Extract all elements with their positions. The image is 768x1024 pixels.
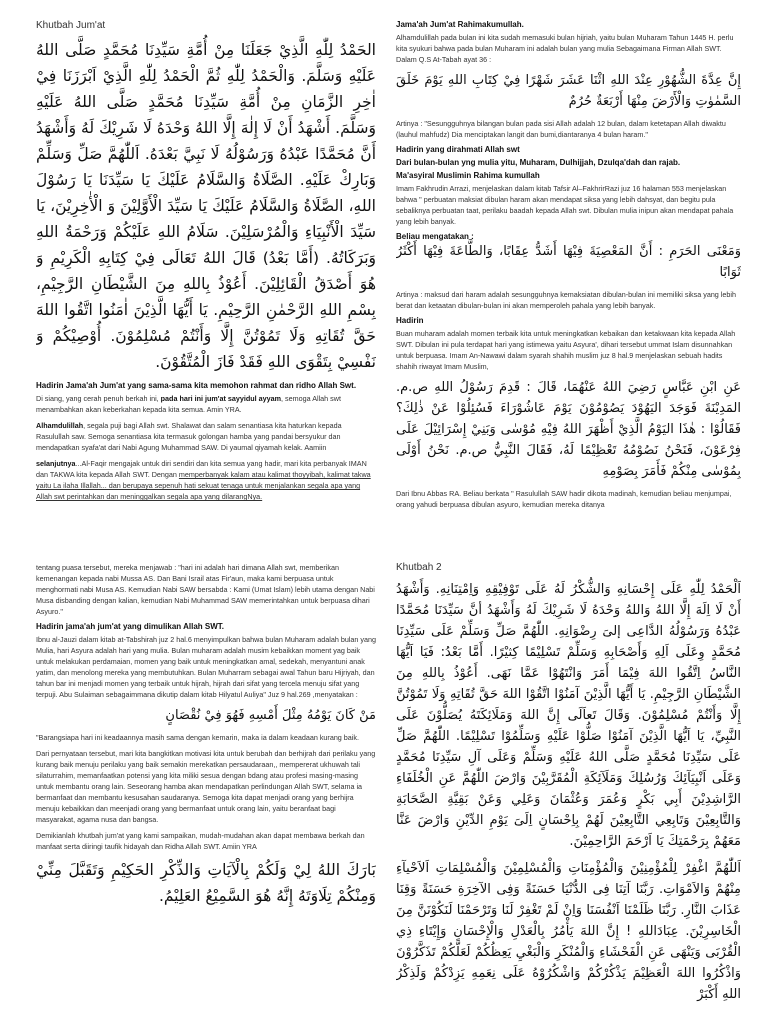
paragraph-alhamdulillah: Alhamdulillah, segala puji bagi Allah swt. Shalawat dan salam senantiasa kita haturkan kepada Rasulullah saw. Semoga senantiasa kita termasuk golongan hamba yang pandai bersyukur dan mendapatkan syafa'at dari Nabi Agung Muhammad SAW. Di yaumal qiyamah kelak. Aamiin [36, 421, 342, 452]
verse-translation: Artinya : "Sesungguhnya bilangan bulan pada sisi Allah adalah 12 bulan, dalam ketetapan Allah diwaktu (lauhul mahfudz) Dia menciptakan langit dan bumi,diantaranya 4 bulan haram." [396, 119, 726, 139]
arabic-hadith: عَنِ ابْنِ عَبَّاسٍ رَضِيَ اللهُ عَنْهُمَا، قَالَ : قَدِمَ رَسُوْلُ اللهِ ص.م. المَدِيْنَةَ فَوَجَدَ اليَهُوْدَ يَصُوْمُوْنَ يَوْمَ عَاشُوْرَاءَ فَسُئِلُوْا عَنْ ذٰلِكَ؟ فَقَالُوْا : هٰذَا اليَوْمُ الَّذِيْ أَظْهَرَ اللهُ فِيْهِ مُوْسٰى وَبَنِيْ إِسْرَائِيْلَ عَلَى فِرْعَوْنَ، فَنَحْنُ نَصُوْمُهُ تَعْظِيْمًا لَهُ، فَقَالَ النَّبِيُّ ص.م. نَحْنُ أَوْلَى بِمُوْسٰى مِنْكُمْ فَأَمَرَ بِصَوْمِهِ [396, 380, 741, 479]
paragraph-arrazi: Imam Fakhrudin Arrazi, menjelaskan dalam kitab Tafsir Al–FakhrirRazi juz 16 halaman 553 menjelaskan bahwa " perbuatan maksiat dibulan haram akan mendapat siksa yang lebih dahsyat, dan begitu pula sebaliknya perbuatan taat, perilaku baadah kepada Allah swt. Dibulan mulia inipun akan mendapat pahala yang lebih banyak. [396, 184, 734, 226]
paragraph-selanjutnya: selanjutnya...Al-Faqir mengajak untuk diri sendiri dan kita semua yang hadir, mari kita perbanyak IMAN dan TAKWA kita kepada Allah SWT. Dengan memperbanyak kalam atau kalimat thoyyibah, kalimat takwa yaitu La ilaha Illallah... dan berupaya sepenuh hati sekuat tenaga untuk menjalankan segala apa yang Allah swt perintahkan dan meninggalkan segala apa yang dilarangNya. [36, 459, 371, 501]
beliau-label: Beliau mengatakan : [396, 232, 474, 241]
section-heading: Hadirin yang dirahmati Allah swt [396, 145, 520, 154]
paragraph-opening: Di siang, yang cerah penuh berkah ini, pada hari ini jum'at sayyidul ayyam, semoga Allah swt menambahkan akan keberkahan kepada kita semua. Amin YRA. [36, 394, 341, 414]
khutbah-1-third-part [36, 562, 376, 1017]
arabic-closing-prayer: بَارَكَ اللهُ لِيْ وَلَكُمْ بِالْآيَاتِ وَالذِّكْرِ الحَكِيْمِ وَتَقَبَّلَ مِنِّيْ وَمِنْكُمْ تِلَاوَتَهُ إِنَّهُ هُوَ السَّمِيْعُ العَلِيْمُ. [36, 861, 376, 905]
paragraph-asyura: Buan muharam adalah momen terbaik kita untuk meningkatkan kebaikan dan ketakwaan kita kepada Allah SWT. Dibulan ini pula terdapat hari yang istimewa yaitu Asyura', dihari tersebut ummat Islam disunnahkan untuk berpuasa. Imam An-Nawawi dalam syarah shahih muslim juz 8 hal.9 menjelaskan sebuah hadits shahih riwayat Imam Muslim, [396, 329, 736, 371]
arabic-opening-text: الحَمْدُ لِلّٰهِ الَّذِيْ جَعَلَنَا مِنْ أُمَّةِ سَيِّدِنَا مُحَمَّدٍ صَلَّى اللهُ عَلَيْهِ وَسَلَّمَ. وَالْحَمْدُ لِلّٰهِ ثُمَّ الْحَمْدُ لِلّٰهِ الَّذِيْ اَبْرَزَنَا فِيْ اٰخِرِ الزَّمَانِ مِنْ أُمَّةِ سَيِّدِنَا مُحَمَّدٍ صَلَّى اللهُ عَلَيْهِ وَسَلَّمَ. أَشْهَدُ أَنْ لَا إِلٰهَ إِلَّا اللهُ وَحْدَهُ لَا شَرِيْكَ لَهُ وَأَشْهَدُ أَنَّ مُحَمَّدًا عَبْدُهُ وَرَسُوْلُهُ لَا نَبِيَّ بَعْدَهُ. اَللّٰهُمَّ صَلِّ وَسَلِّمْ وَبَارِكْ عَلَيْهِ. الصَّلَاةُ وَالسَّلَامُ عَلَيْكَ يَا سَيِّدَنَا يَا رَسُوْلَ اللهِ، الصَّلَاةُ وَالسَّلَامُ عَلَيْكَ يَا سَيِّدَ الْأَوَّلِيْنَ وَ الْأٰخِرِيْنَ، يَا سَيِّدَ الْأَنْبِيَاءِ وَالْمُرْسَلِيْنَ. سَلَامُ اللهِ عَلَيْكُمْ وَرَحْمَةُ اللهِ وَبَرَكَاتُهُ. (أَمَّا بَعْدُ) قَالَ اللهُ تَعَالَى فِيْ كِتَابِهِ الْكَرِيْمِ وَ هُوَ أَصْدَقُ الْقَائِلِيْنَ. أَعُوْذُ بِاللهِ مِنَ الشَّيْطَانِ الرَّجِيْمِ، بِسْمِ اللهِ الرَّحْمٰنِ الرَّحِيْمِ. يَا أَيُّهَا الَّذِيْنَ اٰمَنُوا اتَّقُوا اللهَ حَقَّ تُقَاتِهِ وَلَا تَمُوْتُنَّ إِلَّا وَأَنْتُمْ مُسْلِمُوْنَ. أُوْصِيْكُمْ وَ نَفْسِيْ بِتَقْوَى اللهِ فَقَدْ فَازَ الْمُتَّقُوْنَ. [36, 41, 376, 371]
paragraph-ibnu-abbas: Dari Ibnu Abbas RA. Beliau berkata " Rasulullah SAW hadir dikota madinah, kemudian beliau menjumpai, orang yahudi berpuasa dibulan asyuro, kemudian mereka ditanya [396, 489, 732, 509]
khutbah-1-second-part [396, 20, 741, 520]
section-heading: Hadirin jama'ah jum'at yang dimulikan Allah SWT. [36, 622, 224, 631]
section-heading: Ma'asyiral Muslimin Rahima kumullah [396, 171, 540, 180]
arabic-khutbah-2-doa: اَللّٰهُمَّ اغْفِرْ لِلْمُؤْمِنِيْنَ وَالْمُؤْمِنَاتِ وَالْمُسْلِمِيْنَ وَالْمُسْلِمَاتِ اَلاَحْيآءِ مِنْهُمْ وَالاَمْوَاتِ. رَبَّنَا آتِنَا فِى الدُّنْيَا حَسَنَةً وَفِى الآخِرَةِ حَسَنَةً وَقِنَا عَذَابَ النَّارِ. رَبَّنَا ظَلَمْنَا اَنْفُسَنَا وَاِنْ لَمْ تَغْفِرْ لَنَا وَتَرْحَمْنَا لَنَكُوْنَنَّ مِنَ الْخَاسِرِيْنَ. عِبَادَاللهِ ! إِنَّ اللهَ يَأْمُرُ بِالْعَدْلِ وَالْإِحْسَانِ وَإِيْتَاءِ ذِي الْقُرْبَى وَيَنْهَى عَنِ الْفَحْشَاءِ وَالْمُنْكَرِ وَالْبَغْيِ يَعِظُكُمْ لَعَلَّكُمْ تَذَكَّرُوْنَ وَاذْكُرُوا اللهَ الْعَظِيْمَ يَذْكُرْكُمْ وَاشْكُرُوْهُ عَلَى نِعَمِهِ يَزِدْكُمْ وَلَذِكْرُ اللهِ أَكْبَرْ [396, 861, 741, 1002]
khutbah-title: Khutbah Jum'at [36, 20, 106, 31]
paragraph-puasa: tentang puasa tersebut, mereka menjawab : "hari ini adalah hari dimana Allah swt, memberikan kemenangan kepada nabi Mussa AS. Dan Bani Israil atas Fir'aun, maka kami berpuasa untuk menghormati nabi Musa AS. Kemudian Nabi SAW bersabda : Kami (Umat Islam) lebih utama dengan Nabi Musa disbanding dengan kalian, kemudian Nabi Muhammad SAW memerintahkan untuk berpuasa dihari Asyuro." [36, 563, 375, 616]
quote-translation: Artinya : maksud dari haram adalah sesungguhnya kemaksiatan dibulan-bulan ini memiliki siksa yang lebih berat dan ketaatan dibulan-bulan ini akan memperoleh pahala yang lebih banyak. [396, 290, 736, 310]
arabic-quote-abu-sulaiman: مَنْ كَانَ يَوْمُهُ مِثْلَ أَمْسِهِ فَهُوَ فِيْ نُقْصَانٍ [165, 708, 376, 723]
section-heading: Hadirin [396, 316, 424, 325]
arabic-quote-haram: وَمَعْنَى الحَرَمِ : أَنَّ المَعْصِيَةَ فِيْهَا أَشَدُّ عِقَابًا، وَالطَّاعَةَ فِيْهَا أَكْثَرُ ثَوَابًا [396, 244, 741, 280]
paragraph-hijrah: Dari pernyataan tersebut, mari kita bangkitkan motivasi kita untuk berubah dan berhijrah dari perilaku yang kurang baik menuju perilaku yang baik semakin merekatkan persaudaraan,, mempererat ukhuwah tali silaturrahim, memanfaatkan potensi yang kita miliki sesua dengan bdang atau profesi masing-masing untuk membantu orang lain. Seseorang hamba akan mendapatkan perlindungan Allah SWT, selama ia bermanfaat dan membantu kesusahan saudaranya. Semoga kita dapat menjadi orang yang berhijra menuju kebaikkan dan meenjadi orang yang bermanfaat untuk orang lain, yaitu beranfaat bagi masyarakat, agama nusa dan bangsa. [36, 749, 376, 824]
paragraph-ibnu-jauzi: Ibnu al-Jauzi dalam kitab at-Tabshirah juz 2 hal.6 menyimpulkan bahwa bulan Muharam adalah bulan yang Mulia, hari Asyura adalah hari yang mulia. Bulan muharam adalah musim kebaikkan moment yag baik untuk melakukan perdamaian, momen yang baik untuk meningkatkan amal, sedekah, menyantuni anak yatim, dan menolong mereka yang membutuhkan. Bulan Muharram sebagai awal Tahun baru Hijriyah, dan tahun bar ini menjadi momen yang terbaik untuk hijrah, hijrah dari sifat yang tercela menuju sifat yang terpuji. Abu Sulaiman sebagaimmana dikutip dalam kitab Hilyatul Auliya" Juz 9 hal.269 ,menyatakan : [36, 635, 376, 699]
quote-translation: "Barangsiapa hari ini keadaannya masih sama dengan kemarin, maka ia dalam keadaan kurang baik. [36, 733, 359, 742]
section-heading: Dari bulan-bulan yng mulia yitu, Muharam, Dulhijjah, Dzulqa'dah dan rajab. [396, 158, 681, 167]
arabic-khutbah-2-opening: اَلْحَمْدُ لِلّٰهِ عَلَى إِحْسَانِهِ وَالشُّكْرُ لَهُ عَلَى تَوْفِيْقِهِ وَاِمْتِنَانِهِ. وَأَشْهَدُ أَنْ لَا اِلَهَ إِلَّا اللهُ وَاللهُ وَحْدَهُ لَا شَرِيْكَ لَهُ وَأَشْهَدُ أنَّ سَيِّدَنَا مُحَمَّدًا عَبْدُهُ وَرَسُوْلُهُ الدَّاعِى إلىَ رِضْوَانِهِ. اللّٰهُمَّ صَلِّ وَسَلِّمْ عَلَى سَيِّدِنَا مُحَمَّدٍ وِعَلَى اَلِهِ وَأَصْحَابِهِ وَسَلِّمْ تَسْلِيْمًا كِثيْرًا. أَمَّا بَعْدُ: فَيَا اَيُّهَا النَّاسُ اِتَّقُوا اللهَ فِيْمَا أَمَرَ وَانْتَهُوْا عَمَّا نَهَى. أَعُوْذُ بِاللهِ مِنَ الشَّيْطَانِ الرَّجِيْمِ. يَا أَيُّهَا الَّذِيْنَ آمَنُوْا اتَّقُوْا اللهَ حَقَّ تُقَاتِهِ وَلَا تَمُوْتُنَّ إِلَّا وَأَنْتُمْ مُسْلِمُوْنَ. وَقَالَ تَعاَلَى إِنَّ اللهَ وَمَلَائِكَتَهُ يُصَلُّوْنَ عَلَى النَّبِيِّ، يَا اَيُّهَا الَّذِيْنَ آمَنُوْا صَلُّوْا عَلَيْهِ وَسَلِّمُوْا تَسْلِيْمًا. اللّٰهُمَّ صَلِّ عَلَى سَيِّدِنَا مُحَمَّدٍ صَلَّى اللهُ عَلَيْهِ وَسَلِّمْ وَعَلَى آلِ سَيِّدِنَا مُحَمَّدٍ وَعَلَى اَنْبِيَآئِكَ وَرُسُلِكَ وَمَلَآئِكَةِ الْمُقَرَّبِيْنَ وَارْضَ اللّٰهُمَّ عَنِ الْخُلَفَاءِ الرَّاشِدِيْنَ أَبِي بَكْرٍ وَعُمَرَ وَعُثْمَانَ وَعَلِي وَعَنْ بَقِيَّةِ الصَّحَابَةِ وَالتَّابِعِيْنَ وَتَابِعِي التَّابِعِيْنَ لَهُمْ بِاِحْسَانٍ اِلَىَ يَوْمِ الدِّيْنِ وَارْضَ عَنَّا مَعَهُمْ بِرَحْمَتِكَ يَا اَرْحَمَ الرَّاحِمِيْنَ. [396, 582, 741, 849]
section-heading: Jama'ah Jum'at Rahimakumullah. [396, 20, 524, 29]
khutbah-1-first-part [36, 20, 376, 520]
khutbah-2-title: Khutbah 2 [396, 562, 442, 573]
arabic-verse-attaubah: إِنَّ عِدَّةَ الشُّهُوْرِ عِنْدَ اللهِ اثْنَا عَشَرَ شَهْرًا فِيْ كِتَابِ اللهِ يَوْمَ خَلَقَ السَّمٰوٰتِ وَالْأَرْضَ مِنْهَا أَرْبَعَةٌ حُرُمٌ [396, 73, 741, 109]
paragraph-muharam: Alhamdulillah pada bulan ini kita sudah memasuki bulan hijriah, yaitu bulan Muharam Tahun 1445 H. perlu kita syukuri bahwa pada bulan Muharam ini adalah bulan yang mulia Sebagaimana Firman Allah SWT. Dalam Q.S At-Tabah ayat 36 : [396, 33, 734, 64]
greeting-heading: Hadirin Jama'ah Jum'at yang sama-sama kita memohon rahmat dan ridho Allah Swt. [36, 381, 357, 390]
khutbah-2 [396, 562, 741, 1017]
paragraph-closing: Demikianlah khutbah jum'at yang kami sampaikan, mudah-mudahan akan dapat membawa berkah dan manfaat serta diiringi taufik hidayah dan Ridha Allah SWT. Amiin YRA [36, 831, 365, 851]
